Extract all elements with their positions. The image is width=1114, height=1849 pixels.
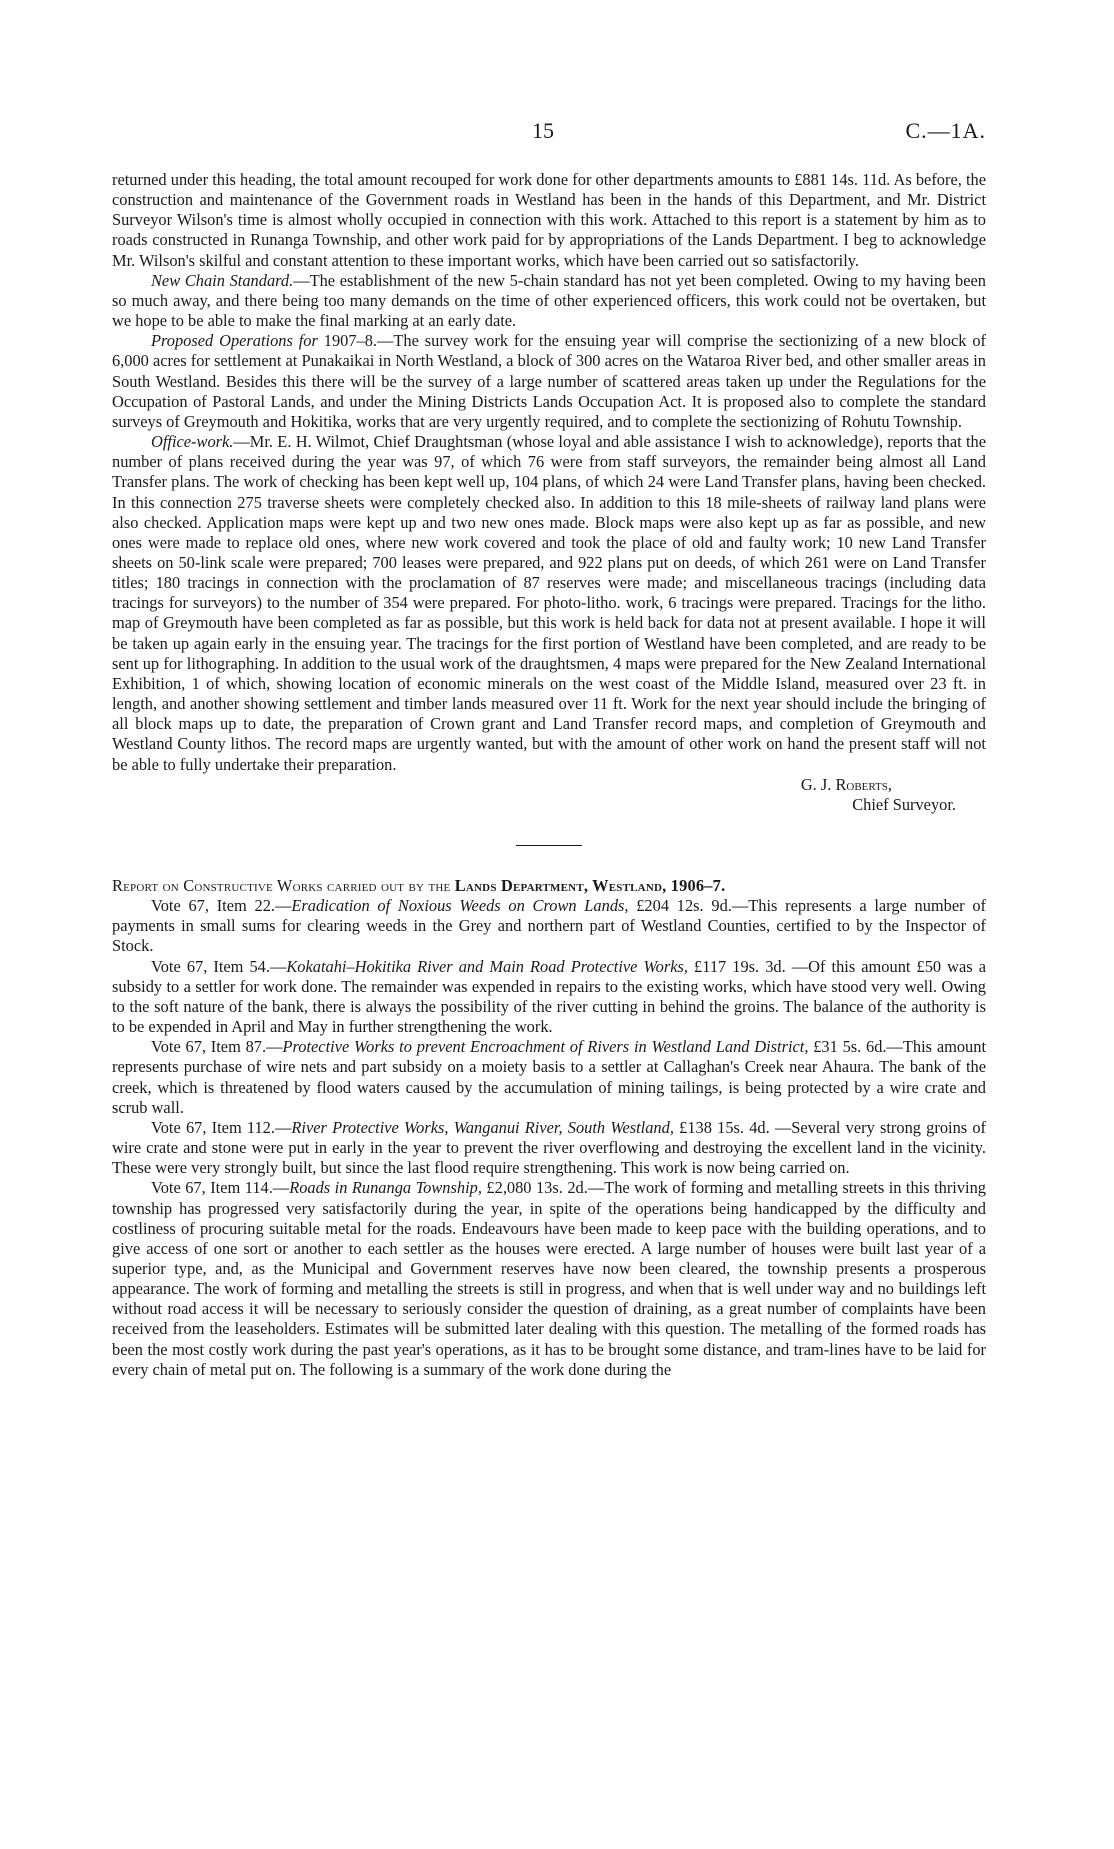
item-heading: Protective Works to prevent Encroachment of Rivers in Westland Land District, (282, 1037, 809, 1057)
report-item-vote-67-item-112 (112, 1118, 986, 1178)
item-heading: River Protective Works, Wanganui River, South Westland, (291, 1117, 674, 1137)
item-prefix: Vote 67, Item 114.— (151, 1178, 290, 1198)
paragraph-recouped-work: returned under this heading, the total amount recouped for work done for other departments amounts to £881 14s. 11d. As before, the construction and maintenance of the Government roads in Westland has been in the hands of this Department, and Mr. District Surveyor Wilson's time is almost wholly occupied in connection with this work. Attached to this report is a statement by him as to roads constructed in Runanga Township, and other work paid for by appropriations of the Lands Department. I beg to acknowledge Mr. Wilson's skilful and constant attention to these important works, which have been carried out so satisfactorily. (112, 170, 986, 270)
item-text: £204 12s. 9d.—This represents a large number of payments in small sums for clearing weeds in the Grey and northern part of Westland Counties, certified to by the Inspector of Stock. (112, 896, 987, 956)
paragraph-heading: Proposed Operations for (151, 331, 318, 351)
item-text: £117 19s. 3d. —Of this amount £50 was a subsidy to a settler for work done. The remainder was expended in repairs to the existing works, which have stood very well. Owing to the soft nature of the bank, there is always the possibility of the river cutting in behind the groins. The balance of the authority is to be expended in April and May in further strengthening the work. (112, 956, 986, 1037)
report-item-vote-67-item-87 (112, 1037, 986, 1118)
item-text: £31 5s. 6d.—This amount represents purchase of wire nets and part subsidy on a moiety basis to a settler at Callaghan's Creek near Ahaura. The bank of the creek, which is threatened by flood waters caused by the accumulation of mining tailings, is being protected by a wire crate and scrub wall. (112, 1037, 986, 1117)
paragraph-heading: New Chain Standard. (151, 270, 294, 290)
page-number: 15 (532, 118, 554, 143)
page-header (0, 118, 1114, 148)
item-prefix: Vote 67, Item 54.— (151, 956, 287, 976)
paragraph-text: —The establishment of the new 5-chain standard has not yet been completed. Owing to my having been so much away, and there being too many demands on the time of other experienced officers, this work could not be overtaken, but we hope to be able to make the final marking at an early date. (112, 270, 986, 331)
paragraph-new-chain-standard (112, 271, 986, 331)
report-title-bold: Lands Department, Westland, 1906–7. (454, 876, 726, 895)
item-prefix: Vote 67, Item 87.— (151, 1037, 283, 1057)
body-text (112, 170, 986, 1380)
paragraph-office-work (112, 432, 986, 775)
report-item-vote-67-item-22 (112, 896, 986, 956)
item-text: £138 15s. 4d. —Several very strong groins of wire crate and stone were put in early in the year to prevent the river overflowing and destroying the excellent land in the vicinity. These were very strongly built, but since the last flood require strengthening. This work is now being carried on. (112, 1117, 987, 1178)
paragraph-heading: Office-work. (151, 432, 234, 452)
item-heading: Kokatahi–Hokitika River and Main Road Protective Works, (286, 956, 688, 976)
report-item-vote-67-item-114 (112, 1178, 986, 1380)
item-text: £2,080 13s. 2d.—The work of forming and metalling streets in this thriving township has progressed very satisfactorily during the year, in spite of the operations being handicapped by the difficulty and costliness of procuring suitable metal for the roads. Endeavours have been made to keep pace with the building operations, and to give access of one sort or another to each settler as the houses were erected. A large number of houses were built last year of a superior type, and, as the Municipal and Government reserves have now been cleared, the township presents a prosperous appearance. The work of forming and metalling the streets is still in progress, and when that is well under way and no buildings left without road access it will be necessary to seriously consider the question of draining, as a great number of complaints have been received from the leaseholders. Estimates will be submitted later dealing with this question. The metalling of the formed roads has been the most costly work during the past year's operations, as it has to be brought some distance, and tram-lines have to be laid for every chain of metal put on. The following is a summary of the work done during the (112, 1178, 986, 1379)
paper-reference: C.—1A. (905, 118, 986, 143)
item-heading: Roads in Runanga Township, (289, 1178, 482, 1198)
item-heading: Eradication of Noxious Weeds on Crown Lands, (291, 896, 629, 916)
signatory-name: G. J. Roberts, (800, 774, 892, 794)
signatory-title: Chief Surveyor. (852, 794, 956, 814)
section-divider (516, 845, 582, 846)
report-title (112, 876, 986, 896)
item-prefix: Vote 67, Item 22.— (151, 896, 292, 916)
report-title-main: Report on Constructive Works carried out by the (112, 876, 455, 895)
report-item-vote-67-item-54 (112, 957, 986, 1038)
paragraph-proposed-operations (112, 331, 986, 432)
paragraph-text: —Mr. E. H. Wilmot, Chief Draughtsman (whose loyal and able assistance I wish to acknowledge), reports that the number of plans received during the year was 97, of which 76 were from staff surveyors, the remainder being almost all Land Transfer plans. The work of checking has been kept well up, 104 plans, of which 24 were Land Transfer plans, having been checked. In this connection 275 traverse sheets were completely checked also. In addition to this 18 mile-sheets of railway land plans were also checked. Application maps were kept up and two new ones made. Block maps were also kept up as far as possible, and new ones were made to replace old ones, where new work covered and took the place of old and faulty work; 10 new Land Transfer sheets on 50-link scale were prepared; 700 leases were prepared, and 922 plans put on deeds, of which 261 were on Land Transfer titles; 180 tracings in connection with the proclamation of 87 reserves were made; and miscellaneous tracings (including data tracings for surveyors) to the number of 354 were prepared. For photo-litho. work, 6 tracings were prepared. Tracings for the litho. map of Greymouth have been completed as far as possible, but this work is held back for data not at present available. I hope it will be taken up again early in the ensuing year. The tracings for the first portion of Westland have been completed, and are ready to be sent up for lithographing. In addition to the usual work of the draughtsmen, 4 maps were prepared for the New Zealand International Exhibition, 1 of which, showing location of economic minerals on the west coast of the Middle Island, measured over 23 ft. in length, and another showing settlement and timber lands measured over 11 ft. Work for the next year should include the bringing of all block maps up to date, the preparation of Crown grant and Land Transfer record maps, and completion of Greymouth and Westland County lithos. The record maps are urgently wanted, but with the amount of other work on hand the present staff will not be able to fully undertake their preparation. (112, 432, 986, 774)
signature-block (112, 775, 986, 815)
paragraph-text: 1907–8.—The survey work for the ensuing year will comprise the sectionizing of a new block of 6,000 acres for settlement at Punakaikai in North Westland, a block of 300 acres on the Wataroa River bed, and other smaller areas in South Westland. Besides this there will be the survey of a large number of scattered areas taken up under the Regulations for the Occupation of Pastoral Lands, and under the Mining Districts Lands Occupation Act. It is proposed also to complete the standard surveys of Greymouth and Hokitika, works that are very urgently required, and to complete the sectionizing of Rohutu Township. (112, 331, 986, 431)
item-prefix: Vote 67, Item 112.— (151, 1117, 292, 1137)
